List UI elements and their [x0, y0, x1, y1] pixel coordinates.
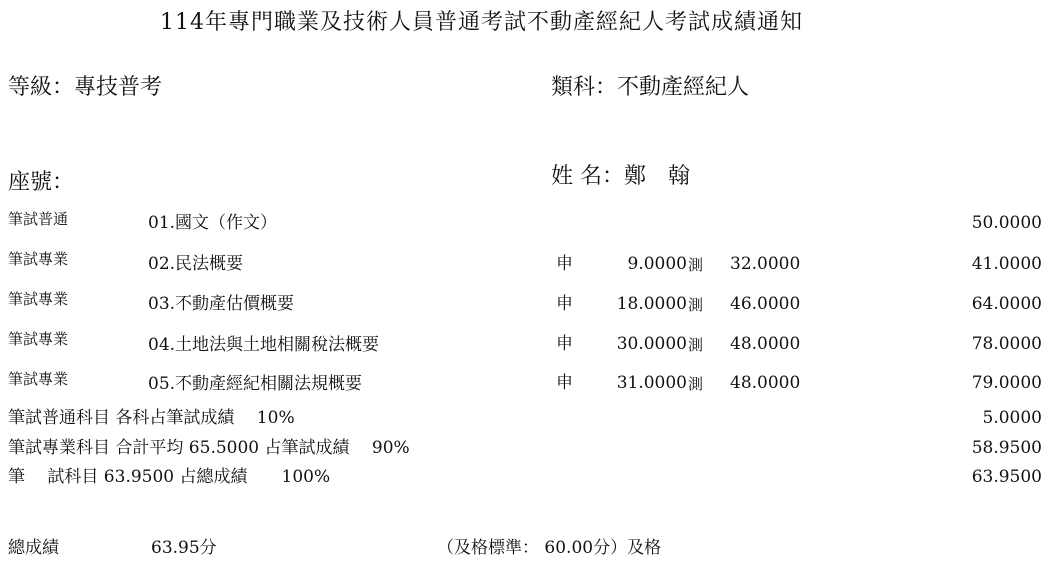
subject-name: 03.不動產估價概要: [148, 294, 295, 314]
subject-name: 01.國文（作文）: [148, 213, 278, 233]
essay-score: 9.0000: [627, 254, 687, 274]
subject-type: 筆試專業: [8, 290, 69, 308]
essay-mark: 申: [556, 334, 573, 354]
subject-type: 筆試專業: [8, 250, 69, 268]
summary-label: 筆試專業科目 合計平均 65.5000 占筆試成績 90%: [8, 438, 410, 458]
subject-total: 78.0000: [971, 334, 1042, 354]
subject-name: 02.民法概要: [148, 254, 244, 274]
subject-name: 05.不動產經紀相關法規概要: [148, 374, 363, 394]
test-score: 48.0000: [730, 373, 801, 393]
test-mark: 測: [688, 256, 704, 274]
subject-total: 50.0000: [971, 213, 1042, 233]
pass-standard: （及格標準： 60.00分）及格: [437, 538, 662, 558]
test-mark: 測: [688, 336, 704, 354]
essay-score: 18.0000: [616, 294, 687, 314]
final-score-value: 63.95分: [151, 538, 217, 558]
summary-value: 5.0000: [982, 408, 1042, 428]
subject-type: 筆試專業: [8, 370, 69, 388]
subject-name: 04.土地法與土地相關稅法概要: [148, 335, 380, 355]
seat-label: 座號：: [8, 170, 75, 195]
final-score-label: 總成績: [8, 538, 59, 558]
summary-label: 筆 試科目 63.9500 占總成績 100%: [8, 467, 331, 487]
subject-type: 筆試普通: [8, 210, 69, 228]
test-score: 48.0000: [730, 334, 801, 354]
category-label: 類科：不動產經紀人: [551, 75, 750, 100]
level-label: 等級：專技普考: [8, 75, 163, 100]
summary-value: 58.9500: [971, 438, 1042, 458]
subject-total: 41.0000: [971, 254, 1042, 274]
page-title: 114年專門職業及技術人員普通考試不動產經紀人考試成績通知: [160, 10, 803, 35]
essay-score: 31.0000: [616, 373, 687, 393]
essay-mark: 申: [556, 294, 573, 314]
essay-mark: 申: [556, 373, 573, 393]
test-score: 46.0000: [730, 294, 801, 314]
summary-value: 63.9500: [971, 467, 1042, 487]
name-label: 姓 名：鄭 翰: [551, 164, 690, 189]
summary-label: 筆試普通科目 各科占筆試成績 10%: [8, 408, 295, 428]
subject-total: 79.0000: [971, 373, 1042, 393]
subject-total: 64.0000: [971, 294, 1042, 314]
essay-mark: 申: [556, 254, 573, 274]
essay-score: 30.0000: [616, 334, 687, 354]
test-mark: 測: [688, 296, 704, 314]
test-mark: 測: [688, 375, 704, 393]
test-score: 32.0000: [730, 254, 801, 274]
subject-type: 筆試專業: [8, 330, 69, 348]
